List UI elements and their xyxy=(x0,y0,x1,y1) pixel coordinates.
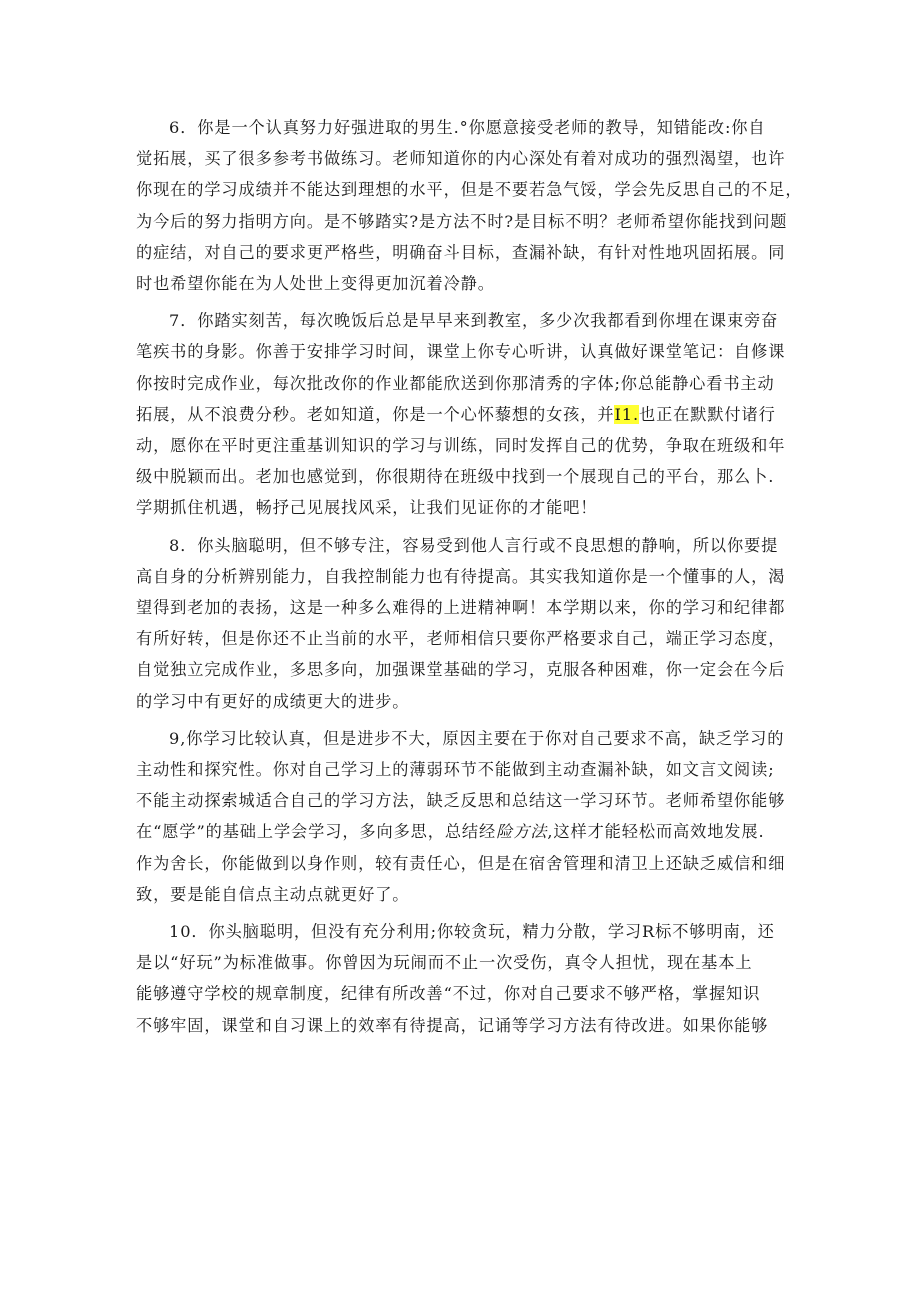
text-segment: 在“愿学”的基础上学会学习，多向多思，总结经 xyxy=(136,822,497,842)
text-line: 你现在的学习成绩并不能达到理想的水平，但是不要若急气馁，学会先反思自己的不足， xyxy=(136,180,803,200)
text-segment: ,这样才能轻松而高效地发展. xyxy=(547,822,765,842)
text-line: 8．你头脑聪明，但不够专注，容易受到他人言行或不良思想的静响，所以你要提 xyxy=(169,535,779,555)
text-line: 有所好转，但是你还不止当前的水平，老师相信只要你严格要求自己，端正学习态度， xyxy=(136,629,786,649)
text-line: 能够遵守学校的规章制度，纪律有所改善“不过，你对自己要求不够严格，掌握知识 xyxy=(136,984,761,1004)
text-line: 的症结，对自己的要求更严格些，明确奋斗目标，查漏补缺，有针对性地巩固拓展。同 xyxy=(136,242,786,262)
text-line-with-highlight xyxy=(136,399,776,430)
paragraph-6 xyxy=(136,112,803,299)
text-line-with-italic xyxy=(136,816,776,847)
text-line: 觉拓展，买了很多参考书做练习。老师知道你的内心深处有着对成功的强烈渴望，也许 xyxy=(136,149,786,169)
paragraph-8 xyxy=(136,530,786,717)
document-page xyxy=(136,112,803,1047)
text-line: 动，愿你在平时更注重基训知识的学习与训练，同时发挥自己的优势，争取在班级和年 xyxy=(136,436,786,456)
text-line: 自觉独立完成作业，多思多向，加强课堂基础的学习，克服各种困难，你一定会在今后 xyxy=(136,660,786,680)
text-line: 学期抓住机遇，畅抒己见展找风采，让我们见证你的才能吧！ xyxy=(136,498,598,518)
text-segment: 拓展，从不浪费分秒。老如知道，你是一个心怀藜想的女孩，并 xyxy=(136,404,615,424)
text-line: 不够牢固，课堂和自习课上的效率有待提高，记诵等学习方法有待改进。如果你能够 xyxy=(136,1015,769,1035)
text-line: 9,你学习比较认真，但是进步不大，原因主要在于你对自己要求不高，缺乏学习的 xyxy=(169,728,785,748)
text-line: 致，要是能自信点主动点就更好了。 xyxy=(136,884,410,904)
text-line: 望得到老加的表扬，这是一种多么难得的上进精神啊！本学期以来，你的学习和纪律都 xyxy=(136,598,786,618)
text-segment: 也正在默默付诸行 xyxy=(639,404,776,424)
text-line: 主动性和探究性。你对自己学习上的薄弱环节不能做到主动查漏补缺，如文言文阅读; xyxy=(136,760,775,780)
text-line: 的学习中有更好的成绩更大的进步。 xyxy=(136,691,410,711)
text-line: 10．你头脑聪明，但没有充分利用;你较贪玩，精力分散，学习R标不够明南，还 xyxy=(169,922,775,942)
text-line: 是以“好玩”为标准做事。你曾因为玩闹而不止一次受伤，真令人担忧，现在基本上 xyxy=(136,953,753,973)
italic-text: 险方法 xyxy=(496,822,548,842)
text-line: 7．你踏实刻苦，每次晚饭后总是早早来到教室，多少次我都看到你埋在课束旁奋 xyxy=(169,311,779,331)
text-line: 为今后的努力指明方向。是不够踏实?是方法不时?是目标不明？老师希望你能找到问题 xyxy=(136,211,788,231)
paragraph-7 xyxy=(136,305,786,523)
paragraph-10 xyxy=(136,916,776,1041)
text-line: 你按时完成作业，每次批改你的作业都能欣送到你那清秀的字体;你总能静心看书主动 xyxy=(136,373,775,393)
paragraph-9 xyxy=(136,723,786,910)
highlighted-text: I1. xyxy=(614,404,639,424)
text-line: 级中脱颖而出。老加也感觉到，你很期待在班级中找到一个展现自己的平台，那么卜. xyxy=(136,467,775,487)
text-line: 不能主动探索城适合自己的学习方法，缺乏反思和总结这一学习环节。老师希望你能够 xyxy=(136,791,786,811)
text-line: 笔疾书的身影。你善于安排学习时间，课堂上你专心听讲，认真做好课堂笔记：自修课 xyxy=(136,342,786,362)
text-line: 高自身的分析辨别能力，自我控制能力也有待提高。其实我知道你是一个懂事的人，渴 xyxy=(136,566,786,586)
text-line: 6．你是一个认真努力好强进取的男生.°你愿意接受老师的教导，知错能改:你自 xyxy=(169,118,766,137)
text-line: 时也希望你能在为人处世上变得更加沉着冷静。 xyxy=(136,274,495,294)
text-line: 作为舍长，你能做到以身作则，较有责任心，但是在宿舍管理和清卫上还缺乏威信和细 xyxy=(136,853,786,873)
